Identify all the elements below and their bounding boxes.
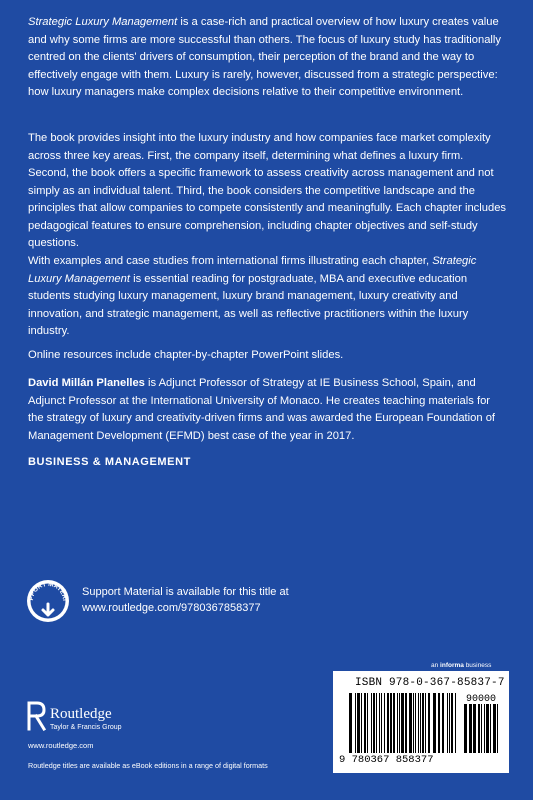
description-text: is a case-rich and practical overview of how luxury creates value and why some firms are more successful than others. The focus of luxury study has traditionally centred on the clients' drivers of consumption, their perception of the brand and the way to effectively engage with them. Luxury is rarely, however, discussed from a strategic perspective: how luxury managers make complex decisions relative to their competitive environment. xyxy=(28,16,501,98)
barcode-bar xyxy=(451,693,453,753)
barcode-bar xyxy=(361,693,362,753)
description-text: With examples and case studies from international firms illustrating each chapter, xyxy=(28,255,433,267)
support-material-icon xyxy=(26,579,70,623)
barcode-bar xyxy=(425,693,426,753)
informa-brand: informa xyxy=(440,662,464,669)
barcode-bar xyxy=(447,693,448,753)
barcode-bars xyxy=(343,693,501,757)
description-text: is essential reading for postgraduate, MBA and executive education students studying luxury management, luxury brand management, luxury creativity and innovation, and strategic management, as well as reflective practitioners within the luxury industry. xyxy=(28,272,469,337)
barcode-bar xyxy=(387,693,389,753)
isbn-barcode xyxy=(333,671,509,773)
publisher-url[interactable]: www.routledge.com xyxy=(28,741,94,750)
barcode-bar xyxy=(442,693,444,753)
barcode-bar xyxy=(478,704,480,753)
barcode-bar xyxy=(355,693,356,753)
barcode-bar xyxy=(379,693,380,753)
barcode-bar xyxy=(438,693,440,753)
online-resources-note: Online resources include chapter-by-chapter PowerPoint slides. xyxy=(28,349,344,361)
barcode-bar xyxy=(371,693,372,753)
barcode-bar xyxy=(390,693,392,753)
support-material-text xyxy=(82,584,289,616)
barcode-bar xyxy=(428,693,430,753)
barcode-bar xyxy=(415,693,416,753)
barcode-bar xyxy=(384,693,385,753)
author-name: David Millán Planelles xyxy=(28,377,145,389)
ebook-note: Routledge titles are available as eBook editions in a range of digital formats xyxy=(28,761,268,770)
support-url[interactable]: www.routledge.com/9780367858377 xyxy=(82,602,261,614)
barcode-bar xyxy=(367,693,368,753)
barcode-bar xyxy=(493,704,496,753)
price-code: 90000 xyxy=(465,694,497,705)
routledge-logo-icon xyxy=(27,701,47,736)
barcode-digits: 9 780367 858377 xyxy=(339,754,434,766)
barcode-bar xyxy=(418,693,419,753)
book-title: Strategic Luxury Management xyxy=(28,255,477,285)
description-paragraph-1 xyxy=(28,14,506,102)
barcode-bar xyxy=(449,693,450,753)
barcode-bar xyxy=(484,704,485,753)
barcode-bar xyxy=(486,704,489,753)
barcode-bar xyxy=(490,704,491,753)
informa-business-tag: an informa business xyxy=(431,662,492,669)
barcode-bar xyxy=(364,693,366,753)
subject-category: BUSINESS & MANAGEMENT xyxy=(28,456,191,468)
barcode-bar xyxy=(357,693,360,753)
barcode-bar xyxy=(469,704,472,753)
barcode-bar xyxy=(422,693,424,753)
support-line: Support Material is available for this title at xyxy=(82,586,289,598)
support-badge-label: PPORT MATERI xyxy=(27,580,69,602)
book-title: Strategic Luxury Management xyxy=(28,16,178,28)
barcode-bar xyxy=(405,693,407,753)
barcode-bar xyxy=(349,693,352,753)
barcode-bar xyxy=(413,693,414,753)
description-paragraph-2: The book provides insight into the luxury industry and how companies face market complexity across three key areas. First, the company itself, determining what defines a luxury firm. Second, the book offers a specific framework to assess creativity across management and not simply as an individual talent. Third, the book considers the competitive landscape and the principles that allow companies to compete consistently and meaningfully. Each chapter includes pedagogical features to ensure comprehension, including chapter objectives and self-study questions. xyxy=(28,132,507,249)
barcode-bar xyxy=(473,704,476,753)
barcode-bar xyxy=(397,693,398,753)
isbn-label: ISBN 978-0-367-85837-7 xyxy=(355,677,505,689)
barcode-bar xyxy=(373,693,375,753)
publisher-name: Routledge xyxy=(50,706,112,722)
author-bio xyxy=(28,375,506,445)
barcode-bar xyxy=(464,704,467,753)
barcode-bar xyxy=(381,693,382,753)
barcode-bar xyxy=(401,693,404,753)
barcode-bar xyxy=(376,693,377,753)
barcode-bar xyxy=(393,693,395,753)
barcode-bar xyxy=(399,693,400,753)
barcode-bar xyxy=(455,693,456,753)
barcode-bar xyxy=(420,693,421,753)
barcode-bar xyxy=(409,693,412,753)
publisher-group: Taylor & Francis Group xyxy=(50,724,122,731)
barcode-bar xyxy=(481,704,482,753)
barcode-bar xyxy=(497,704,498,753)
description-paragraph-3 xyxy=(28,253,506,341)
author-bio-text: is Adjunct Professor of Strategy at IE Business School, Spain, and Adjunct Professor at the International University of Monaco. He creates teaching materials for the strategy of luxury and creativity-driven firms and was awarded the European Foundation of Management Development (EFMD) best case of the year in 2017. xyxy=(28,377,496,442)
barcode-bar xyxy=(433,693,436,753)
